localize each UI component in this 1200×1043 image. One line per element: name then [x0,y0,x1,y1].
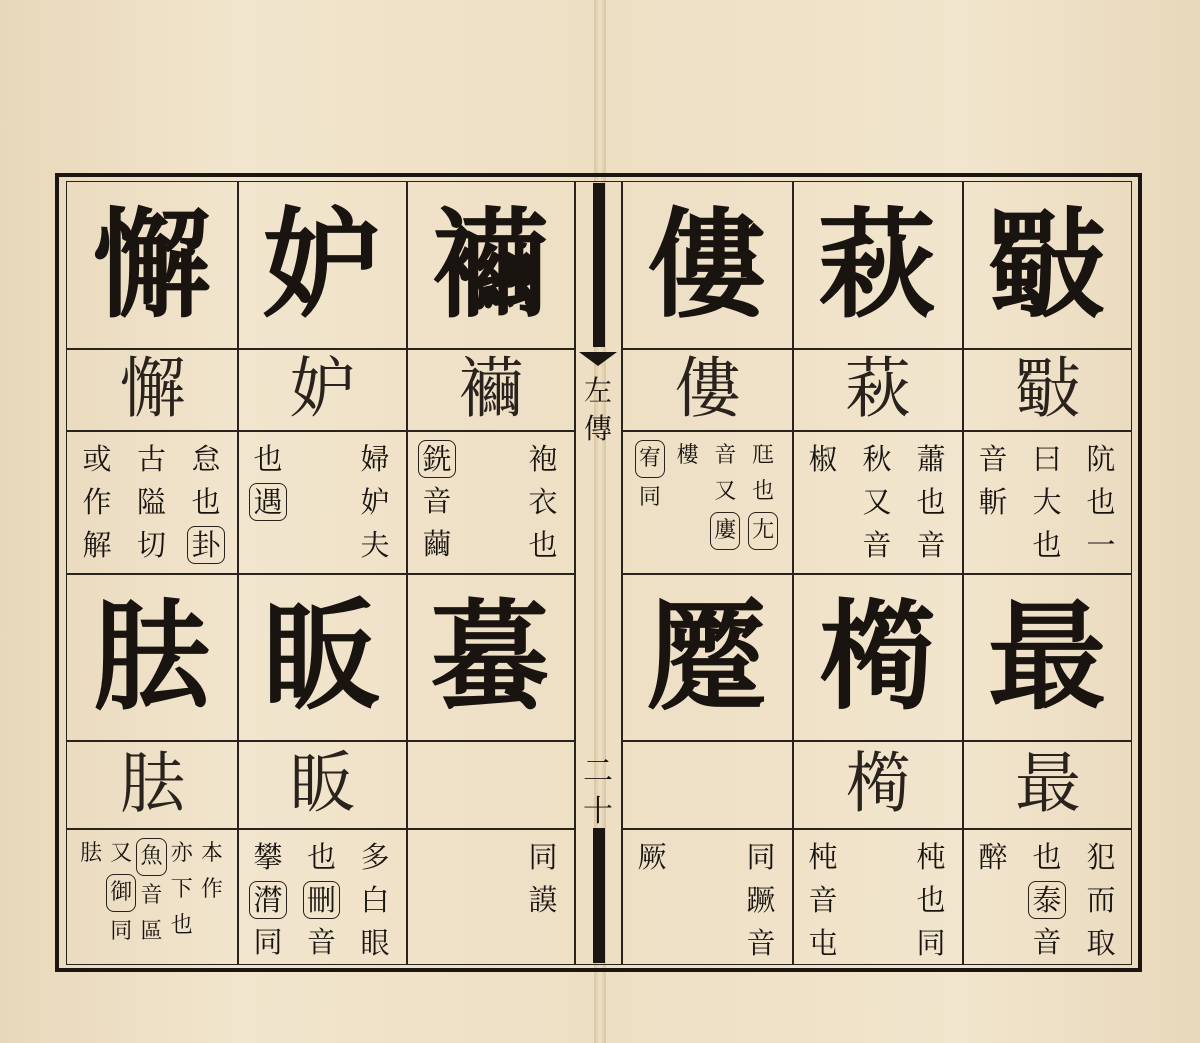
gloss-column [247,438,289,565]
boxed-rhyme-char: 宥 [635,440,665,478]
gloss-char: 也 [916,485,946,519]
gloss-char: 曰 [1032,442,1062,476]
gloss-column [631,438,669,565]
gloss-column [522,438,564,565]
gloss-column [354,836,396,960]
gloss-char: 本 [200,841,223,866]
book-title-label [576,352,620,448]
gloss-char: 謨 [528,883,558,917]
gloss-char: 蕭 [916,442,946,476]
headword: 僂 [647,194,766,334]
gloss-char: 同 [110,919,133,944]
gloss-column [354,438,396,565]
headword: 妒 [262,194,381,334]
gloss-char: 音 [978,442,1008,476]
gloss-char: 多 [360,840,390,874]
headword: 懈 [92,194,211,334]
gloss-char: 眼 [360,926,390,960]
gloss-annotation [962,430,1132,573]
gloss-char: 一 [1086,528,1116,562]
gloss-char: 攀 [253,840,283,874]
gloss-char: 也 [191,485,221,519]
gloss-annotation [621,828,792,965]
gloss-column [910,836,952,960]
gloss-char: 蹶 [746,883,776,917]
title-char: 傳 [583,412,612,445]
gloss-char: 音 [746,926,776,960]
gloss-char: 同 [638,485,661,510]
boxed-rhyme-char: 御 [106,874,136,912]
headword: 最 [987,586,1106,726]
gloss-char: 夫 [360,528,390,562]
page-number-char: 二 [583,754,613,789]
gloss-char: 切 [136,528,166,562]
gloss-char: 下 [170,877,193,902]
gloss-char: 作 [82,485,112,519]
boxed-rhyme-char: 刪 [303,881,340,919]
gloss-column [247,836,289,957]
headword: 眅 [262,586,381,726]
gloss-char: 也 [170,913,193,938]
gloss-column [802,438,844,565]
gloss-char: 取 [1086,926,1116,960]
gloss-char: 胠 [80,841,103,866]
gloss-char: 斬 [978,485,1008,519]
seal-script-form [406,740,574,828]
fishtail-mark [579,352,617,366]
gloss-char: 音 [422,484,452,518]
title-char: 左 [583,374,612,407]
gloss-annotation [237,828,406,965]
gloss-char: 也 [1032,840,1062,874]
gloss-column [856,438,898,565]
gloss-column [106,836,136,957]
gloss-char: 解 [82,528,112,562]
boxed-rhyme-char: 尢 [748,512,778,550]
gloss-char: 也 [1086,485,1116,519]
gloss-annotation [66,828,237,965]
gloss-char: 作 [200,877,223,902]
gloss-char: 音 [916,528,946,562]
gloss-char: 區 [140,919,163,944]
gloss-char: 尫 [752,443,775,468]
gloss-char: 又 [110,841,133,866]
gloss-char: 同 [528,840,558,874]
gloss-char: 也 [1032,528,1062,562]
gloss-column [185,438,227,565]
seal-script-form: 最 [1015,745,1079,822]
gloss-char: 杶 [808,840,838,874]
page-number [576,752,620,832]
gloss-char: 古 [136,442,166,476]
gloss-char: 又 [714,479,737,504]
gloss-column [1080,438,1122,565]
gloss-column [197,836,227,957]
gloss-column [136,836,166,957]
gloss-annotation [237,430,406,573]
gloss-char: 阬 [1086,442,1116,476]
gloss-column [1026,438,1068,565]
fishtail-bottom [593,828,605,963]
gloss-column [707,438,745,565]
gloss-char: 音 [306,925,336,959]
gloss-column [76,438,118,565]
gloss-column [972,438,1014,565]
gloss-column [416,438,458,565]
gloss-char: 也 [306,840,336,874]
gloss-column [802,836,844,960]
seal-script-form: 胠 [119,745,184,822]
headword: 胠 [92,586,211,726]
gloss-char: 音 [808,883,838,917]
gloss-char: 亦 [170,841,193,866]
gloss-char: 音 [862,528,892,562]
gloss-char: 也 [528,528,558,562]
boxed-rhyme-char: 銑 [418,440,455,478]
gloss-char: 秋 [862,442,892,476]
gloss-column [744,438,782,565]
seal-script-form: 眅 [289,745,354,822]
headword: 斀 [987,194,1106,334]
gloss-char: 也 [253,442,283,476]
seal-script-form [621,740,792,828]
gloss-char: 大 [1032,485,1062,519]
gloss-char: 白 [360,883,390,917]
gloss-char: 衣 [528,485,558,519]
gloss-column [669,438,707,565]
gloss-annotation [406,430,574,573]
gloss-char: 犯 [1086,840,1116,874]
gloss-annotation [792,430,962,573]
page-number-char: 十 [583,794,613,829]
gloss-annotation [792,828,962,965]
seal-script-form: 斀 [1015,350,1079,427]
headword: 萩 [817,194,936,334]
gloss-char: 繭 [422,527,452,561]
gloss-char: 隘 [136,485,166,519]
seal-script-form: 萩 [845,350,909,427]
seal-script-form: 襺 [458,350,522,427]
gloss-annotation [962,828,1132,965]
seal-script-form: 僂 [674,350,739,427]
rule [574,181,576,965]
gloss-char: 音 [140,883,163,908]
gloss-column [1026,836,1068,957]
gloss-char: 也 [916,883,946,917]
gloss-annotation [621,430,792,573]
gloss-column [522,836,564,957]
gloss-column [972,836,1014,957]
gloss-char: 椒 [808,442,838,476]
gloss-char: 也 [752,479,775,504]
gloss-char: 怠 [191,442,221,476]
gloss-char: 杶 [916,840,946,874]
gloss-annotation [66,430,237,573]
headword: 蹷 [647,586,766,726]
gloss-char: 袍 [528,442,558,476]
boxed-rhyme-char: 潸 [249,881,286,919]
gloss-char: 同 [916,926,946,960]
gloss-annotation [406,828,574,965]
headword: 蟇 [430,586,549,726]
gloss-column [631,836,673,957]
gloss-char: 又 [862,485,892,519]
headword: 橁 [817,586,936,726]
gloss-char: 厥 [637,840,667,874]
gloss-char: 或 [82,442,112,476]
boxed-rhyme-char: 魚 [136,838,166,876]
gloss-column [301,836,343,957]
gloss-char: 音 [714,443,737,468]
gloss-char: 屯 [808,926,838,960]
gloss-column [910,438,952,565]
gloss-char: 同 [746,840,776,874]
boxed-rhyme-char: 遇 [249,483,286,521]
gloss-char: 同 [253,925,283,959]
fishtail-top [593,183,605,347]
boxed-rhyme-char: 廔 [710,512,740,550]
gloss-column [740,836,782,960]
gloss-column [167,836,197,957]
gloss-char: 妒 [360,485,390,519]
gloss-char: 音 [1032,925,1062,959]
headword: 襺 [430,194,549,334]
seal-script-form: 橁 [845,745,909,822]
gloss-char: 醉 [978,840,1008,874]
gloss-column [1080,836,1122,960]
gloss-column [131,438,173,565]
boxed-rhyme-char: 泰 [1028,881,1065,919]
seal-script-form: 妒 [289,350,354,427]
gloss-char: 樓 [676,443,699,468]
gloss-column [76,836,106,957]
seal-script-form: 懈 [119,350,184,427]
gloss-char: 婦 [360,442,390,476]
gloss-char: 而 [1086,883,1116,917]
boxed-rhyme-char: 卦 [187,526,224,564]
